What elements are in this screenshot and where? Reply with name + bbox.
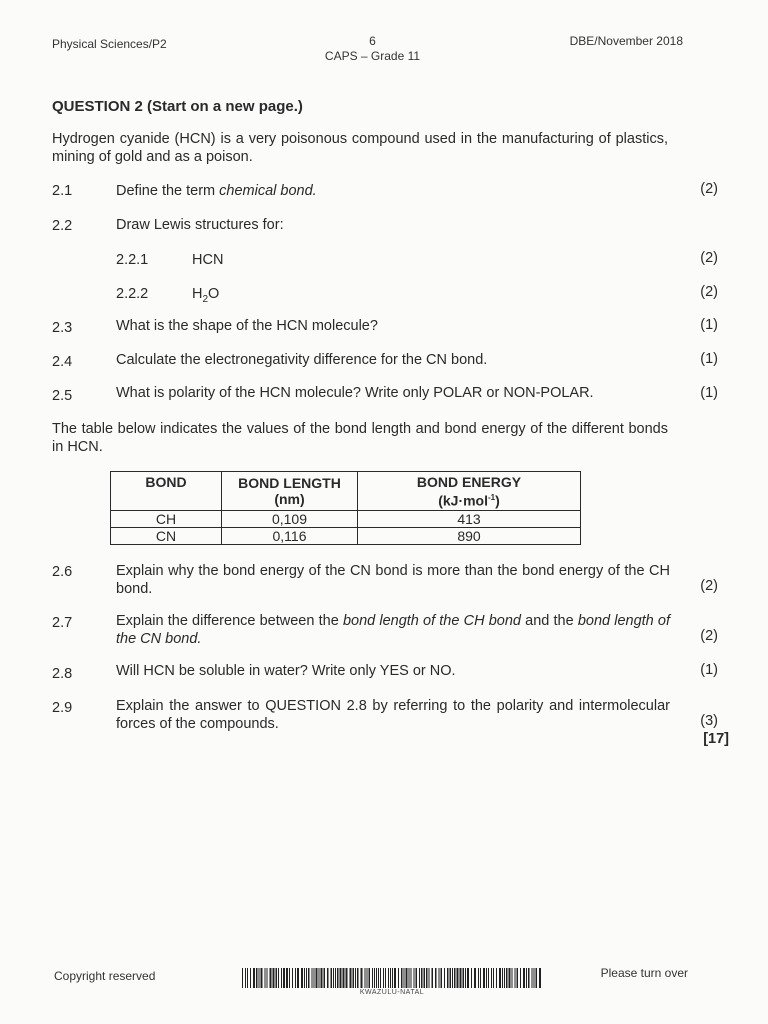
footer-copyright: Copyright reserved: [54, 969, 156, 983]
bond-table: [110, 471, 581, 545]
barcode-label: KWAZULU-NATAL: [359, 989, 425, 996]
q2-2-1-marks: (2): [700, 250, 718, 266]
header-bond-length: BOND LENGTH (nm): [222, 472, 358, 511]
q2-2-text: Draw Lewis structures for:: [116, 217, 284, 233]
q2-6-text: Explain why the bond energy of the CN bond is more than the bond energy of the CH bond.: [116, 563, 670, 597]
cell-energy: 890: [358, 528, 581, 545]
header-bond: BOND: [111, 472, 222, 511]
q2-2-1-number: 2.2.1: [116, 252, 149, 268]
q2-1-text: Define the term chemical bond.: [116, 183, 317, 199]
cell-bond: CH: [111, 511, 222, 528]
q2-8-marks: (1): [700, 662, 718, 678]
q2-6-marks: (2): [700, 578, 718, 594]
cell-length: 0,109: [222, 511, 358, 528]
header-bond-energy: BOND ENERGY (kJ·mol$^{-1}$): [358, 472, 581, 511]
cell-energy: 413: [358, 511, 581, 528]
q2-2-number: 2.2: [52, 218, 73, 234]
header-date: DBE/November 2018: [569, 34, 683, 48]
intro-paragraph: Hydrogen cyanide (HCN) is a very poisonous compound used in the manufacturing of plastics, mining of gold and as a poison.: [52, 131, 668, 165]
q2-9-marks: (3): [700, 713, 718, 729]
barcode-icon: [242, 968, 542, 988]
q2-7-number: 2.7: [52, 615, 73, 631]
table-row: [111, 511, 581, 528]
q2-2-1-text: HCN: [192, 252, 224, 268]
header-subject: Physical Sciences/P2: [52, 37, 167, 51]
q2-2-2-text: $H_2O$: [192, 286, 220, 305]
table-row: [111, 528, 581, 545]
footer-turn-over: Please turn over: [600, 966, 688, 980]
q2-5-text: What is polarity of the HCN molecule? Write only POLAR or NON-POLAR.: [116, 385, 594, 401]
table-intro: The table below indicates the values of the bond length and bond energy of the different bonds in HCN.: [52, 421, 668, 455]
cell-bond: CN: [111, 528, 222, 545]
q2-5-marks: (1): [700, 385, 718, 401]
question-title: QUESTION 2 (Start on a new page.): [52, 98, 303, 115]
q2-8-number: 2.8: [52, 666, 73, 682]
q2-3-text: What is the shape of the HCN molecule?: [116, 318, 378, 334]
q2-4-number: 2.4: [52, 354, 73, 370]
q2-4-marks: (1): [700, 351, 718, 367]
q2-1-marks: (2): [700, 181, 718, 197]
q2-4-text: Calculate the electronegativity difference for the CN bond.: [116, 352, 488, 368]
q2-3-marks: (1): [700, 317, 718, 333]
q2-8-text: Will HCN be soluble in water? Write only YES or NO.: [116, 663, 456, 679]
q2-1-number: 2.1: [52, 183, 73, 199]
q2-5-number: 2.5: [52, 388, 73, 404]
q2-9-text: Explain the answer to QUESTION 2.8 by referring to the polarity and intermolecular forces of the compounds.: [116, 698, 670, 732]
question-total: [17]: [703, 731, 729, 747]
q2-3-number: 2.3: [52, 320, 73, 336]
table-header-row: [111, 472, 581, 511]
q2-7-text: Explain the difference between the bond length of the CH bond and the bond length of the CN bond.: [116, 613, 670, 647]
q2-2-2-marks: (2): [700, 284, 718, 300]
header-grade: CAPS – Grade 11: [324, 49, 421, 63]
page-number: 6: [369, 34, 376, 48]
q2-2-2-number: 2.2.2: [116, 286, 149, 302]
q2-7-marks: (2): [700, 628, 718, 644]
q2-9-number: 2.9: [52, 700, 73, 716]
cell-length: 0,116: [222, 528, 358, 545]
q2-6-number: 2.6: [52, 564, 73, 580]
